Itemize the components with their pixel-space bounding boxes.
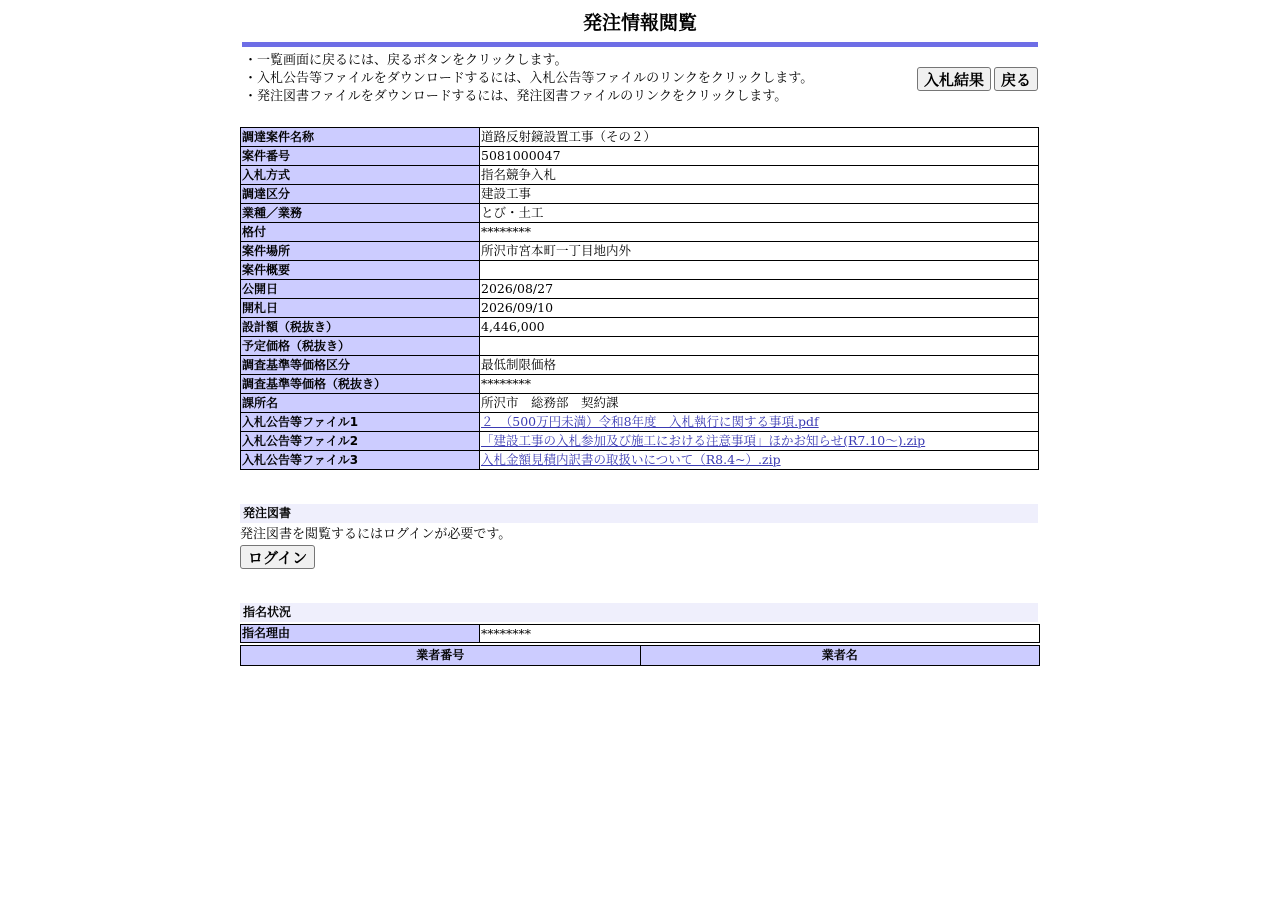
- location-value: 所沢市宮本町一丁目地内外: [480, 242, 1039, 261]
- table-row: [241, 223, 1039, 242]
- table-row: [241, 318, 1039, 337]
- row-label: 開札日: [241, 299, 480, 318]
- row-label: 案件場所: [241, 242, 480, 261]
- table-row: [241, 451, 1039, 470]
- instruction-line: ・入札公告等ファイルをダウンロードするには、入札公告等ファイルのリンクをクリックします。: [244, 71, 814, 86]
- table-row: [241, 432, 1039, 451]
- row-label: 入札公告等ファイル1: [241, 413, 480, 432]
- row-label: 課所名: [241, 394, 480, 413]
- table-row: [241, 337, 1039, 356]
- table-row: [241, 185, 1039, 204]
- table-row: [241, 299, 1039, 318]
- table-row: [241, 356, 1039, 375]
- row-label: 指名理由: [241, 625, 480, 643]
- table-row: [241, 166, 1039, 185]
- column-header-vendor-name: 業者名: [640, 646, 1040, 666]
- row-label: 入札方式: [241, 166, 480, 185]
- table-row: [241, 242, 1039, 261]
- design-amount-value: 4,446,000: [480, 318, 1039, 337]
- rating-value: ********: [480, 223, 1039, 242]
- row-label: 入札公告等ファイル3: [241, 451, 480, 470]
- row-label: 調査基準等価格（税抜き）: [241, 375, 480, 394]
- row-label: 格付: [241, 223, 480, 242]
- notice-file-2-link[interactable]: 「建設工事の入札参加及び施工における注意事項」ほかお知らせ(R7.10～).zip: [481, 433, 926, 448]
- detail-table: [240, 127, 1039, 470]
- back-button[interactable]: 戻る: [994, 67, 1038, 91]
- row-label: 調査基準等価格区分: [241, 356, 480, 375]
- nomination-heading: 指名状況: [240, 603, 1038, 622]
- row-label: 公開日: [241, 280, 480, 299]
- instruction-line: ・発注図書ファイルをダウンロードするには、発注図書ファイルのリンクをクリックします。: [244, 89, 788, 104]
- row-label: 設計額（税抜き）: [241, 318, 480, 337]
- summary-value: [480, 261, 1039, 280]
- nomination-table: [240, 624, 1040, 643]
- login-button[interactable]: ログイン: [240, 545, 315, 569]
- instruction-line: ・一覧画面に戻るには、戻るボタンをクリックします。: [244, 53, 568, 68]
- intro-area: [240, 47, 1040, 127]
- page-title: 発注情報閲覧: [582, 12, 697, 34]
- row-label: 業種／業務: [241, 204, 480, 223]
- table-row: [241, 128, 1039, 147]
- vendor-table: [240, 645, 1040, 666]
- industry-value: とび・土工: [480, 204, 1039, 223]
- table-row: [241, 147, 1039, 166]
- notice-file-1-link[interactable]: ２ （500万円未満）令和8年度 入札執行に関する事項.pdf: [481, 414, 819, 429]
- table-row: [241, 280, 1039, 299]
- publish-date-value: 2026/08/27: [480, 280, 1039, 299]
- row-label: 案件番号: [241, 147, 480, 166]
- nomination-reason-value: ********: [480, 625, 1040, 643]
- opening-date-value: 2026/09/10: [480, 299, 1039, 318]
- row-label: 予定価格（税抜き）: [241, 337, 480, 356]
- survey-price-value: ********: [480, 375, 1039, 394]
- table-row: [241, 394, 1039, 413]
- bid-result-button[interactable]: 入札結果: [917, 67, 991, 91]
- table-row: [241, 204, 1039, 223]
- survey-price-category-value: 最低制限価格: [480, 356, 1039, 375]
- column-header-vendor-number: 業者番号: [241, 646, 641, 666]
- table-row: [241, 261, 1039, 280]
- page-container: [240, 0, 1040, 666]
- procurement-category-value: 建設工事: [480, 185, 1039, 204]
- table-header-row: [241, 646, 1040, 666]
- project-name-value: 道路反射鏡設置工事（その２）: [480, 128, 1039, 147]
- order-docs-heading: 発注図書: [240, 504, 1038, 523]
- planned-price-value: [480, 337, 1039, 356]
- row-label: 入札公告等ファイル2: [241, 432, 480, 451]
- login-required-note: 発注図書を閲覧するにはログインが必要です。: [240, 527, 512, 542]
- table-row: [241, 625, 1040, 643]
- department-value: 所沢市 総務部 契約課: [480, 394, 1039, 413]
- table-row: [241, 375, 1039, 394]
- row-label: 調達案件名称: [241, 128, 480, 147]
- row-label: 調達区分: [241, 185, 480, 204]
- header-actions: [917, 67, 1038, 91]
- bid-method-value: 指名競争入札: [480, 166, 1039, 185]
- project-number-value: 5081000047: [480, 147, 1039, 166]
- notice-file-3-link[interactable]: 入札金額見積内訳書の取扱いについて（R8.4~）.zip: [481, 452, 781, 467]
- row-label: 案件概要: [241, 261, 480, 280]
- table-row: [241, 413, 1039, 432]
